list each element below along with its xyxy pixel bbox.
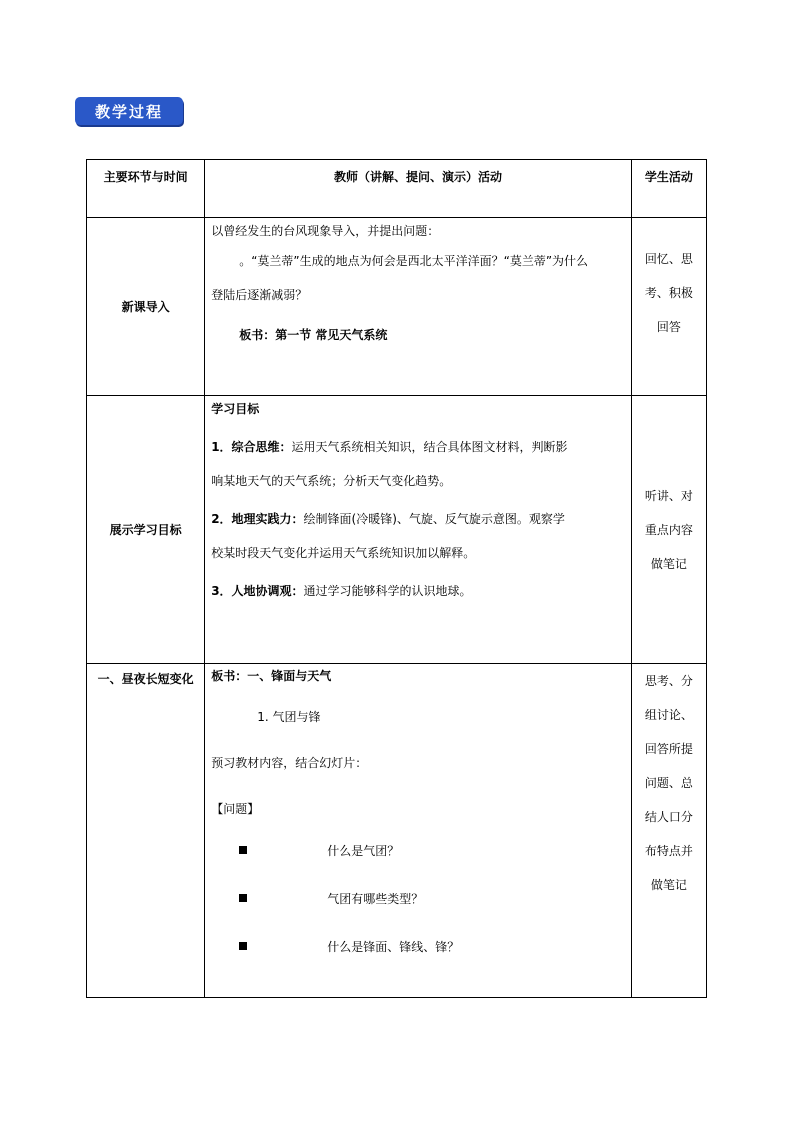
question-item xyxy=(205,922,631,970)
student-activity-cell xyxy=(631,396,706,664)
student-line: 听讲、对 xyxy=(644,488,693,503)
student-line: 回答 xyxy=(656,320,681,334)
student-line: 结人口分 xyxy=(644,810,693,824)
goal-line-cont: 响某地天气的天气系统；分析天气变化趋势。 xyxy=(211,474,452,488)
student-line: 做笔记 xyxy=(650,878,687,892)
section-title: 教学过程 xyxy=(94,102,163,121)
stage-cell: 展示学习目标 xyxy=(87,396,205,664)
text-line: 。“莫兰蒂”生成的地点为何会是西北太平洋洋面？“莫兰蒂”为什么 xyxy=(239,254,589,268)
section-banner xyxy=(75,97,183,125)
text-line: 以曾经发生的台风现象导入，并提出问题： xyxy=(211,224,440,238)
board-line: 板书：一、锋面与天气 xyxy=(211,669,332,683)
goal-label: 1．综合思维： xyxy=(211,440,292,454)
teacher-activity-cell xyxy=(205,396,632,664)
teacher-activity-cell xyxy=(205,218,632,396)
text-line: 登陆后逐渐减弱？ xyxy=(211,288,308,302)
square-bullet-icon xyxy=(239,846,247,854)
question-item xyxy=(205,874,631,922)
header-teacher: 教师（讲解、提问、演示）活动 xyxy=(205,160,632,218)
table-row xyxy=(87,396,707,664)
student-line: 组讨论、 xyxy=(644,708,693,722)
subheading: 1. 气团与锋 xyxy=(257,710,321,724)
student-line: 思考、分 xyxy=(644,674,693,688)
teacher-activity-cell xyxy=(205,664,632,998)
student-line: 重点内容 xyxy=(644,522,693,537)
intro-line: 预习教材内容，结合幻灯片： xyxy=(211,756,368,770)
goal-line-cont: 校某时段天气变化并运用天气系统知识加以解释。 xyxy=(211,546,476,560)
question-text: 气团有哪些类型？ xyxy=(327,891,424,906)
square-bullet-icon xyxy=(239,894,247,902)
goal-label: 3．人地协调观： xyxy=(211,584,304,598)
goal-line xyxy=(205,422,631,464)
goal-text: 通过学习能够科学的认识地球。 xyxy=(303,584,472,598)
lesson-table xyxy=(86,159,707,998)
goals-heading: 学习目标 xyxy=(211,402,260,416)
student-activity-cell xyxy=(631,218,706,396)
student-line: 做笔记 xyxy=(650,556,687,571)
table-row xyxy=(87,218,707,396)
student-line: 回答所提 xyxy=(644,742,693,756)
table-header-row xyxy=(87,160,707,218)
board-line: 板书：第一节 常见天气系统 xyxy=(239,328,388,342)
student-line: 布特点并 xyxy=(644,844,693,858)
stage-cell: 一、昼夜长短变化 xyxy=(87,664,205,998)
question-item xyxy=(205,826,631,874)
student-line: 回忆、思 xyxy=(644,252,693,266)
goal-line xyxy=(205,498,631,536)
goal-line xyxy=(205,570,631,608)
square-bullet-icon xyxy=(239,942,247,950)
student-activity-cell xyxy=(631,664,706,998)
question-text: 什么是锋面、锋线、锋？ xyxy=(327,939,460,954)
table-row xyxy=(87,664,707,998)
student-line: 问题、总 xyxy=(644,776,693,790)
goal-text: 绘制锋面(冷暖锋)、气旋、反气旋示意图。观察学 xyxy=(303,512,565,526)
header-stage: 主要环节与时间 xyxy=(87,160,205,218)
question-text: 什么是气团？ xyxy=(327,843,400,858)
student-line: 考、积极 xyxy=(644,286,693,300)
stage-cell: 新课导入 xyxy=(87,218,205,396)
goal-label: 2．地理实践力： xyxy=(211,512,304,526)
question-tag: 【问题】 xyxy=(211,802,260,816)
header-student: 学生活动 xyxy=(631,160,706,218)
goal-text: 运用天气系统相关知识，结合具体图文材料，判断影 xyxy=(291,440,568,454)
